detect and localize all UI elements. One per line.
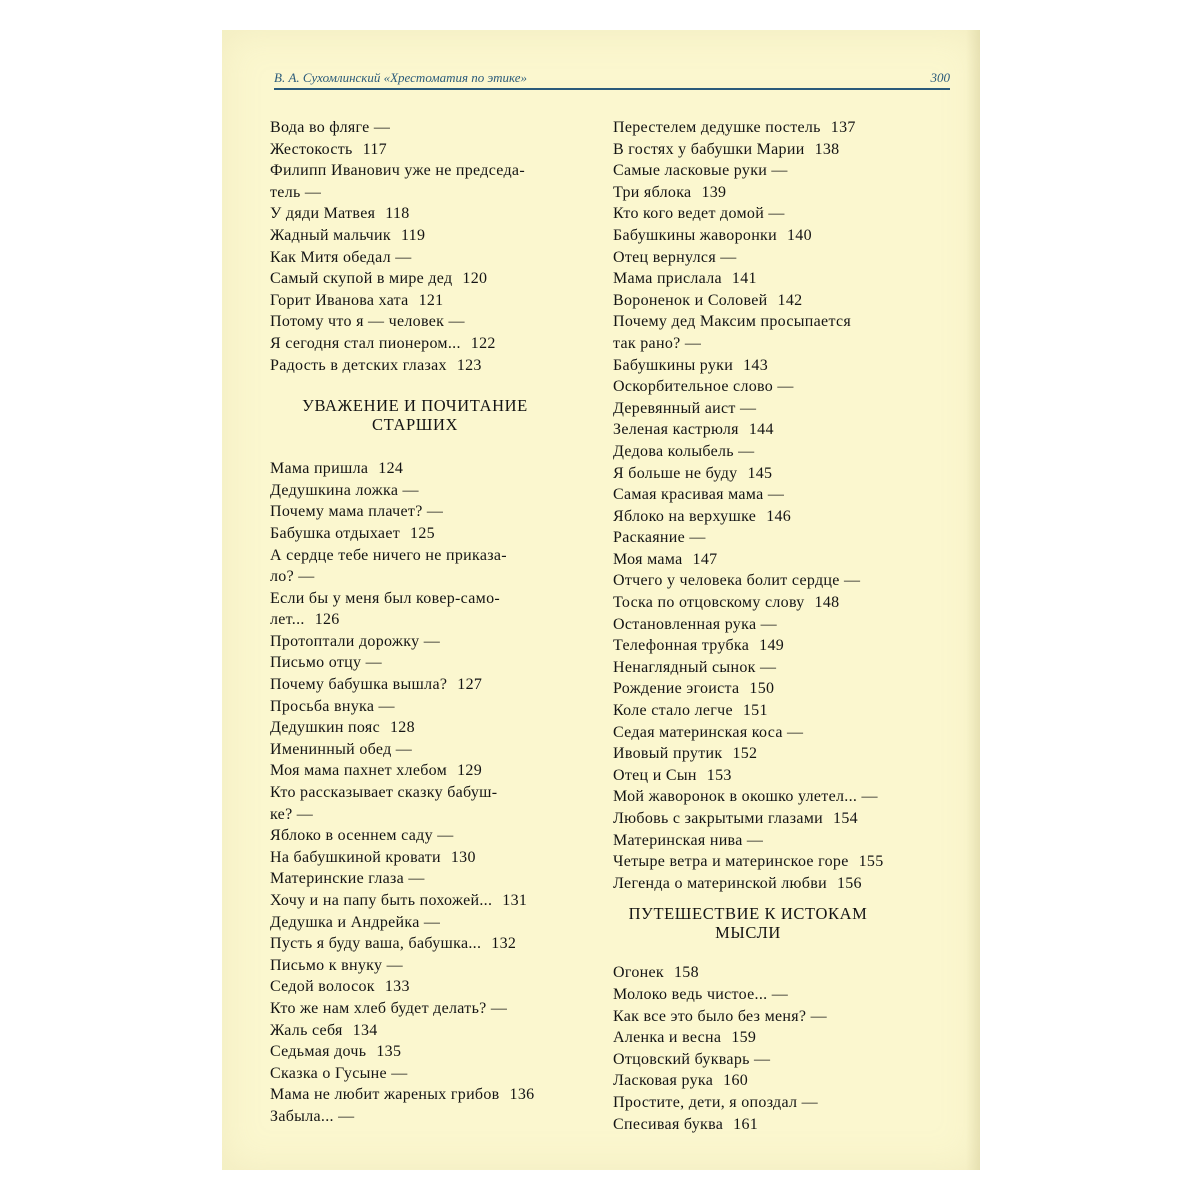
toc-entry-title: ке? — — [270, 805, 314, 823]
toc-entry-page: 152 — [732, 745, 758, 763]
toc-entry-title: Горит Иванова хата — [270, 291, 409, 309]
toc-entry — [270, 458, 570, 480]
section-title — [613, 904, 883, 942]
toc-entry — [270, 117, 570, 139]
toc-entry-page: 131 — [502, 892, 528, 909]
toc-entry-title: Почему дед Максим просыпается — [613, 313, 852, 331]
toc-entry-title: Протоптали дорожку — — [270, 632, 441, 650]
toc-entry-title: У дяди Матвея — [270, 205, 376, 223]
toc-entry-title: В гостях у бабушки Марии — [613, 140, 805, 158]
toc-entry-title: Если бы у меня был ковер-само- — [270, 589, 501, 607]
toc-entry-title: Материнская нива — — [613, 831, 764, 849]
toc-entry — [270, 933, 570, 955]
toc-entry — [270, 480, 570, 502]
toc-entry — [613, 333, 913, 355]
toc-entry — [613, 355, 913, 377]
toc-column-left — [270, 117, 570, 1128]
toc-entry — [270, 847, 570, 869]
toc-entry-title: Дедова колыбель — — [613, 442, 755, 460]
toc-entry-title: Ивовый прутик — [613, 745, 723, 763]
toc-entry-title: Тоска по отцовскому слову — [613, 594, 805, 612]
toc-entry-page: 160 — [723, 1072, 749, 1090]
toc-entry — [613, 527, 913, 549]
toc-entry — [613, 549, 913, 571]
toc-entry-page: 130 — [450, 848, 476, 866]
toc-entry-title: Оскорбительное слово — — [613, 378, 794, 396]
toc-entry — [270, 652, 570, 674]
toc-entry-page: 158 — [673, 964, 699, 982]
toc-entry — [613, 376, 913, 398]
toc-entry-title: Отчего у человека болит сердце — — [613, 572, 861, 590]
book-page — [222, 30, 980, 1170]
toc-entry — [270, 609, 570, 631]
toc-entry — [270, 760, 570, 782]
toc-entry-page: 149 — [759, 637, 785, 655]
toc-entry — [613, 311, 913, 333]
toc-entry-page: 156 — [836, 874, 862, 892]
toc-entry — [270, 545, 570, 567]
toc-entry-title: Мама не любит жареных грибов — [270, 1086, 500, 1104]
toc-entry — [270, 182, 570, 204]
toc-entry — [270, 955, 570, 977]
toc-column-right — [613, 117, 913, 1135]
toc-entry-title: Раскаяние — — [613, 529, 706, 547]
toc-entry-page: 143 — [743, 356, 769, 374]
toc-entry-page: 134 — [352, 1021, 378, 1039]
toc-entry-page: 124 — [378, 460, 404, 478]
toc-entry-page: 128 — [389, 719, 415, 737]
toc-entry-page: 151 — [742, 702, 768, 720]
toc-entry-title: Бабушкины руки — [613, 356, 734, 374]
toc-entry-page: 132 — [491, 935, 517, 953]
running-header-title: В. А. Сухомлинский «Хрестоматия по этике» — [274, 70, 528, 85]
toc-entry — [270, 1041, 570, 1063]
toc-entry — [270, 804, 570, 826]
toc-entry — [613, 1092, 913, 1114]
toc-entry — [270, 782, 570, 804]
section-title-line: ПУТЕШЕСТВИЕ К ИСТОКАМ — [628, 904, 868, 924]
toc-entry — [613, 160, 913, 182]
toc-entry-title: Деревянный аист — — [613, 399, 757, 417]
page-edge-shadow — [966, 30, 980, 1170]
running-header — [274, 70, 950, 90]
toc-entry — [270, 976, 570, 998]
toc-entry — [613, 1006, 913, 1028]
toc-entry — [613, 268, 913, 290]
toc-entry-page: 118 — [385, 205, 410, 223]
toc-entry-page: 155 — [858, 853, 884, 871]
toc-entry — [270, 631, 570, 653]
toc-entry — [270, 868, 570, 890]
toc-entry — [613, 117, 913, 139]
toc-entry-page: 139 — [701, 183, 727, 201]
toc-entry-title: Седьмая дочь — [270, 1043, 367, 1061]
toc-entry — [613, 1049, 913, 1071]
toc-entry-title: Дедушка и Андрейка — — [270, 913, 441, 931]
toc-entry — [613, 463, 913, 485]
toc-entry-page: 137 — [830, 119, 856, 136]
toc-entry — [270, 696, 570, 718]
toc-entry-title: Отцовский букварь — — [613, 1050, 771, 1068]
toc-entry-title: Кто рассказывает сказку бабуш- — [270, 784, 498, 802]
toc-entry-title: Вороненок и Соловей — [613, 291, 768, 309]
toc-entry-page: 122 — [470, 334, 496, 352]
toc-entry-title: Коле стало легче — [613, 702, 733, 720]
toc-entry-page: 142 — [777, 291, 803, 309]
toc-entry-title: Жаль себя — [270, 1021, 343, 1039]
toc-entry — [270, 523, 570, 545]
toc-entry-title: Жадный мальчик — [270, 226, 391, 244]
toc-entry — [613, 657, 913, 679]
toc-entry-title: Дедушкин пояс — [270, 719, 380, 737]
toc-entry-title: Зеленая кастрюля — [613, 421, 739, 439]
toc-entry — [270, 890, 570, 912]
toc-entry-title: На бабушкиной кровати — [270, 848, 441, 866]
toc-entry-title: Самая красивая мама — — [613, 486, 785, 504]
toc-entry — [270, 355, 570, 377]
toc-entry — [270, 139, 570, 161]
toc-entry-title: Хочу и на папу быть похожей... — [270, 892, 493, 909]
toc-entry — [613, 570, 913, 592]
toc-entry-page: 144 — [748, 421, 774, 439]
toc-entry — [270, 268, 570, 290]
toc-entry — [270, 588, 570, 610]
toc-entry-title: Радость в детских глазах — [270, 356, 447, 374]
toc-entry-page: 146 — [766, 507, 792, 525]
toc-entry — [613, 247, 913, 269]
toc-entry-title: лет... — [270, 611, 305, 629]
toc-entry — [613, 984, 913, 1006]
toc-entry-page: 140 — [787, 226, 812, 244]
toc-entry-title: Мама прислала — [613, 270, 722, 288]
toc-entry-title: Письмо к внуку — — [270, 956, 403, 974]
toc-entry-page: 133 — [384, 978, 410, 996]
toc-entry-title: Бабушка отдыхает — [270, 524, 401, 542]
toc-entry — [613, 441, 913, 463]
toc-entry-page: 138 — [814, 140, 840, 158]
toc-entry-title: Кто же нам хлеб будет делать? — — [270, 999, 508, 1017]
toc-entry-title: Самый скупой в мире дед — [270, 270, 453, 288]
toc-entry-title: Бабушкины жаворонки — [613, 226, 777, 244]
section-title-line: УВАЖЕНИЕ И ПОЧИТАНИЕ — [302, 396, 528, 416]
toc-entry-title: Филипп Иванович уже не председа- — [270, 162, 525, 180]
toc-entry — [613, 873, 913, 895]
section-title-line: МЫСЛИ — [715, 923, 781, 943]
toc-entry-title: Как все это было без меня? — — [613, 1007, 827, 1025]
toc-entry-page: 153 — [706, 766, 732, 784]
toc-entry — [270, 912, 570, 934]
toc-entry-page: 117 — [362, 140, 387, 158]
toc-entry — [613, 592, 913, 614]
section-title — [270, 396, 560, 434]
toc-entry-title: Я больше не буду — [613, 464, 738, 482]
toc-entry — [270, 1106, 570, 1128]
toc-entry-page: 150 — [749, 680, 775, 698]
toc-entry-page: 159 — [731, 1029, 757, 1047]
toc-entry — [270, 501, 570, 523]
toc-entry-title: Седой волосок — [270, 978, 375, 996]
toc-entry — [613, 203, 913, 225]
toc-entry-title: А сердце тебе ничего не приказа- — [270, 546, 507, 564]
toc-entry-title: Дедушкина ложка — — [270, 481, 419, 499]
toc-entry — [270, 717, 570, 739]
toc-entry-page: 135 — [376, 1043, 402, 1061]
toc-entry — [270, 739, 570, 761]
toc-entry — [613, 290, 913, 312]
toc-entry-title: Почему бабушка вышла? — [270, 676, 448, 694]
toc-entry-title: Письмо отцу — — [270, 654, 382, 672]
toc-entry — [613, 139, 913, 161]
toc-entry-title: Забыла... — — [270, 1107, 355, 1125]
toc-entry — [613, 484, 913, 506]
toc-entry-title: Седая материнская коса — — [613, 723, 804, 741]
toc-entry-title: Остановленная рука — — [613, 615, 777, 633]
toc-entry-title: Жестокость — [270, 140, 353, 158]
toc-entry-page: 129 — [457, 762, 482, 780]
toc-entry-title: Яблоко на верхушке — [613, 507, 757, 525]
toc-entry-title: Аленка и весна — [613, 1029, 722, 1047]
toc-entry-title: Моя мама — [613, 550, 683, 568]
toc-entry — [613, 786, 913, 808]
toc-entry — [270, 290, 570, 312]
toc-entry-page: 136 — [509, 1086, 535, 1104]
toc-entry-page: 148 — [814, 594, 840, 612]
toc-entry-title: Мой жаворонок в окошко улетел... — — [613, 788, 878, 806]
toc-entry-title: Именинный обед — — [270, 740, 413, 758]
toc-entry — [270, 1084, 570, 1106]
toc-entry — [270, 247, 570, 269]
toc-entry — [270, 225, 570, 247]
toc-entry — [270, 1020, 570, 1042]
toc-entry-title: Легенда о материнской любви — [613, 874, 827, 892]
toc-entry — [613, 678, 913, 700]
toc-entry — [613, 182, 913, 204]
toc-entry — [613, 851, 913, 873]
toc-entry-title: Просьба внука — — [270, 697, 395, 715]
toc-entry — [613, 962, 913, 984]
toc-entry-page: 119 — [400, 226, 426, 244]
toc-entry-page: 154 — [833, 810, 858, 827]
toc-entry-title: Телефонная трубка — [613, 637, 750, 655]
toc-entry-page: 127 — [457, 676, 483, 694]
toc-entry — [613, 743, 913, 765]
toc-entry-title: Любовь с закрытыми глазами — [613, 810, 824, 827]
toc-entry-page: 141 — [731, 270, 757, 288]
toc-entry — [613, 419, 913, 441]
toc-entry — [270, 1063, 570, 1085]
toc-entry-page: 120 — [462, 270, 488, 288]
toc-entry-title: Перестелем дедушке постель — [613, 119, 821, 136]
toc-entry-title: Ненаглядный сынок — — [613, 658, 777, 676]
toc-entry — [270, 674, 570, 696]
toc-entry-title: Отец и Сын — [613, 766, 697, 784]
toc-entry — [613, 635, 913, 657]
toc-entry-title: Ласковая рука — [613, 1072, 714, 1090]
toc-entry — [613, 225, 913, 247]
toc-entry-title: Я сегодня стал пионером... — [270, 334, 461, 352]
toc-entry — [613, 1027, 913, 1049]
toc-entry-title: Простите, дети, я опоздал — — [613, 1093, 818, 1111]
toc-entry-title: Как Митя обедал — — [270, 248, 412, 266]
toc-entry — [270, 825, 570, 847]
toc-entry-title: Кто кого ведет домой — — [613, 205, 785, 223]
toc-entry-page: 161 — [733, 1115, 759, 1133]
toc-entry-page: 123 — [456, 356, 482, 374]
toc-entry-title: Спесивая буква — [613, 1115, 724, 1133]
toc-entry-page: 121 — [418, 291, 444, 309]
toc-entry — [613, 830, 913, 852]
toc-entry-title: так рано? — — [613, 334, 702, 352]
toc-entry-title: ло? — — [270, 568, 315, 586]
toc-entry-page: 147 — [692, 550, 718, 568]
toc-entry — [613, 614, 913, 636]
toc-entry-title: Почему мама плачет? — — [270, 503, 444, 521]
toc-entry — [613, 722, 913, 744]
toc-entry-page: 145 — [747, 464, 773, 482]
toc-entry-title: Моя мама пахнет хлебом — [270, 762, 448, 780]
toc-entry — [270, 566, 570, 588]
toc-entry — [613, 506, 913, 528]
toc-entry-title: Сказка о Гусыне — — [270, 1064, 408, 1082]
toc-entry — [270, 160, 570, 182]
toc-entry — [270, 203, 570, 225]
toc-entry-title: Отец вернулся — — [613, 248, 737, 266]
toc-entry-title: Пусть я буду ваша, бабушка... — [270, 935, 482, 953]
page-number: 300 — [930, 70, 950, 85]
toc-entry — [613, 1070, 913, 1092]
toc-entry-title: Потому что я — человек — — [270, 313, 465, 331]
toc-entry-title: тель — — [270, 183, 322, 201]
toc-entry-page: 126 — [314, 611, 340, 629]
toc-entry — [613, 808, 913, 830]
toc-entry-title: Мама пришла — [270, 460, 369, 478]
toc-entry-title: Самые ласковые руки — — [613, 162, 788, 180]
toc-entry — [613, 1114, 913, 1136]
toc-entry — [270, 311, 570, 333]
toc-entry-title: Четыре ветра и материнское горе — [613, 853, 849, 871]
toc-entry-title: Огонек — [613, 964, 664, 982]
toc-entry-title: Вода во фляге — — [270, 119, 391, 136]
toc-entry — [613, 700, 913, 722]
toc-entry — [270, 998, 570, 1020]
toc-entry — [613, 765, 913, 787]
toc-entry-title: Три яблока — [613, 183, 692, 201]
toc-entry-title: Яблоко в осеннем саду — — [270, 827, 454, 845]
toc-entry — [270, 333, 570, 355]
section-title-line: СТАРШИХ — [371, 415, 459, 435]
toc-entry-title: Рождение эгоиста — [613, 680, 740, 698]
toc-entry-page: 125 — [410, 524, 435, 542]
toc-entry-title: Материнские глаза — — [270, 870, 425, 888]
toc-entry-title: Молоко ведь чистое... — — [613, 985, 789, 1003]
toc-entry — [613, 398, 913, 420]
